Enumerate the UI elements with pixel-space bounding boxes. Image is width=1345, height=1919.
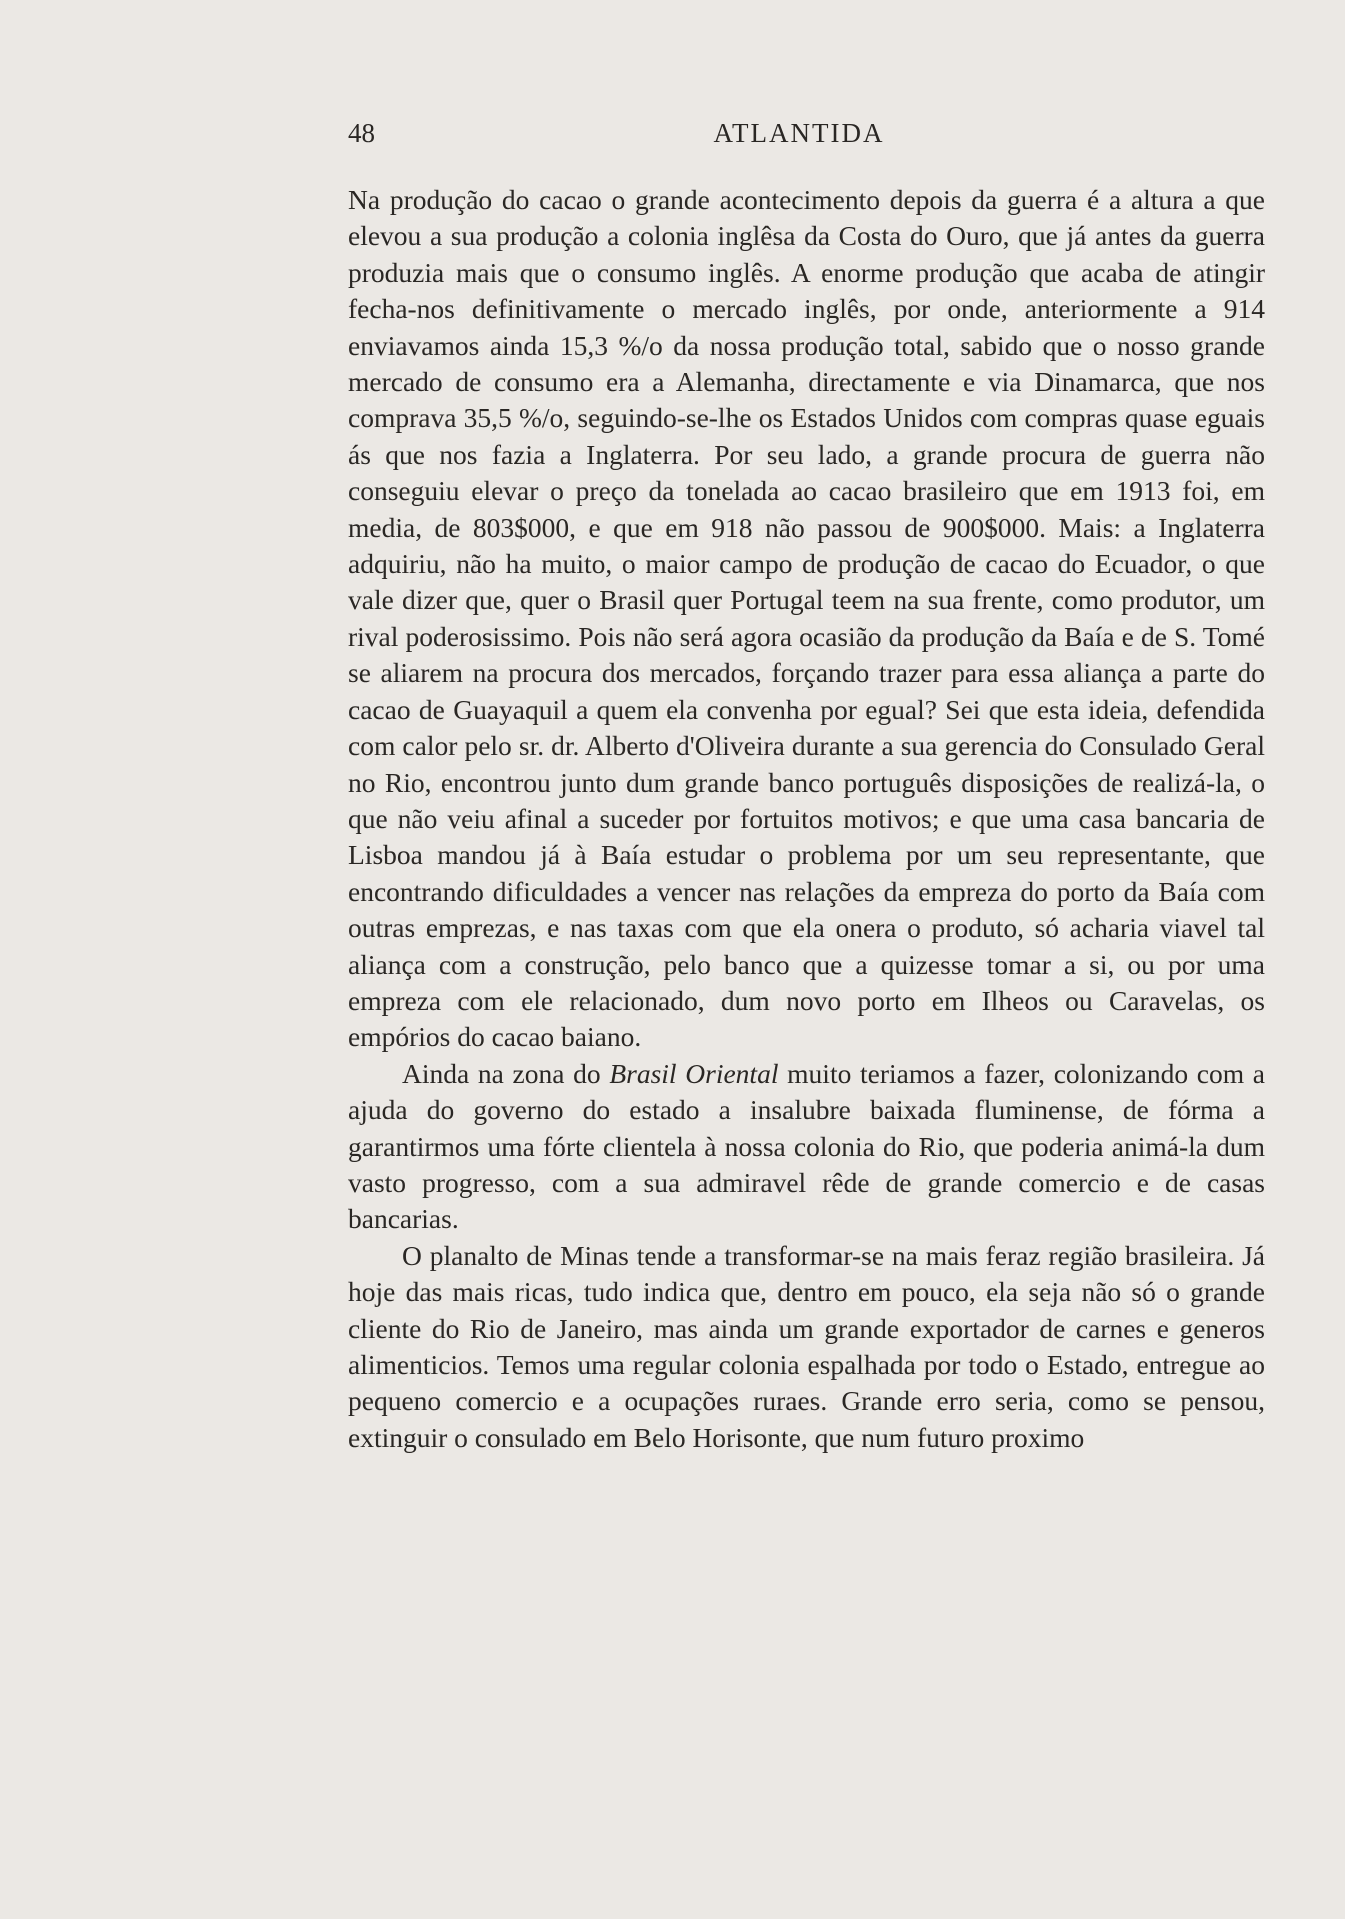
running-title: ATLANTIDA [713,118,885,148]
paragraph-text: muito teriamos a fazer, colonizando com a ajuda do governo do estado a insalubre baixada fluminense, de fórma a garantirmos uma fórte clientela à nossa colonia do Rio, que poderia animá-la dum vasto progresso, com a sua admiravel rêde de grande comercio e de casas bancarias. [348,1057,1266,1235]
italic-emphasis: Brasil Oriental [609,1057,779,1089]
body-text [348,182,1265,1456]
paragraph-cacao-production: Na produção do cacao o grande acontecimento depois da guerra é a altura a que elevou a sua produção a colonia inglêsa da Costa do Ouro, que já antes da guerra produzia mais que o consumo inglês. A enorme produção que acaba de atingir fecha-nos definitivamente o mercado inglês, por onde, anteriormente a 914 enviavamos ainda 15,3 %/o da nossa produção total, sabido que o nosso grande mercado de consumo era a Alemanha, directamente e via Dinamarca, que nos comprava 35,5 %/o, seguindo-se-lhe os Estados Unidos com compras quase eguais ás que nos fazia a Inglaterra. Por seu lado, a grande procura de guerra não conseguiu elevar o preço da tonelada ao cacao brasileiro que em 1913 foi, em media, de 803$000, e que em 918 não passou de 900$000. Mais: a Inglaterra adquiriu, não ha muito, o maior campo de produção de cacao do Ecuador, o que vale dizer que, quer o Brasil quer Portugal teem na sua frente, como produtor, um rival poderosissimo. Pois não será agora ocasião da produção da Baía e de S. Tomé se aliarem na procura dos mercados, forçando trazer para essa aliança a parte do cacao de Guayaquil a quem ela convenha por egual? Sei que esta ideia, defendida com calor pelo sr. dr. Alberto d'Oliveira durante a sua gerencia do Consulado Geral no Rio, encontrou junto dum grande banco português disposições de realizá-la, o que não veiu afinal a suceder por fortuitos motivos; e que uma casa bancaria de Lisboa mandou já à Baía estudar o problema por um seu representante, que encontrando dificuldades a vencer nas relações da empreza do porto da Baía com outras emprezas, e nas taxas com que ela onera o produto, só acharia viavel tal aliança com a construção, pelo banco que a quizesse tomar a si, ou por uma empreza com ele relacionado, dum novo porto em Ilheos ou Caravelas, os empórios do cacao baiano. [348,184,1265,1053]
paragraph-text: Ainda na zona do [402,1057,610,1089]
page-number: 48 [348,118,375,148]
paragraph-minas-planalto: O planalto de Minas tende a transformar-se na mais feraz região brasileira. Já hoje das mais ricas, tudo indica que, dentro em pouco, ela seja não só o grande cliente do Rio de Janeiro, mas ainda um grande exportador de carnes e generos alimenticios. Temos uma regular colonia espalhada por todo o Estado, entregue ao pequeno comercio e a ocupações ruraes. Grande erro seria, como se pensou, extinguir o consulado em Belo Horisonte, que num futuro proximo [348,1239,1265,1453]
paragraph-brasil-oriental [348,1056,1265,1238]
running-head [348,113,1250,153]
